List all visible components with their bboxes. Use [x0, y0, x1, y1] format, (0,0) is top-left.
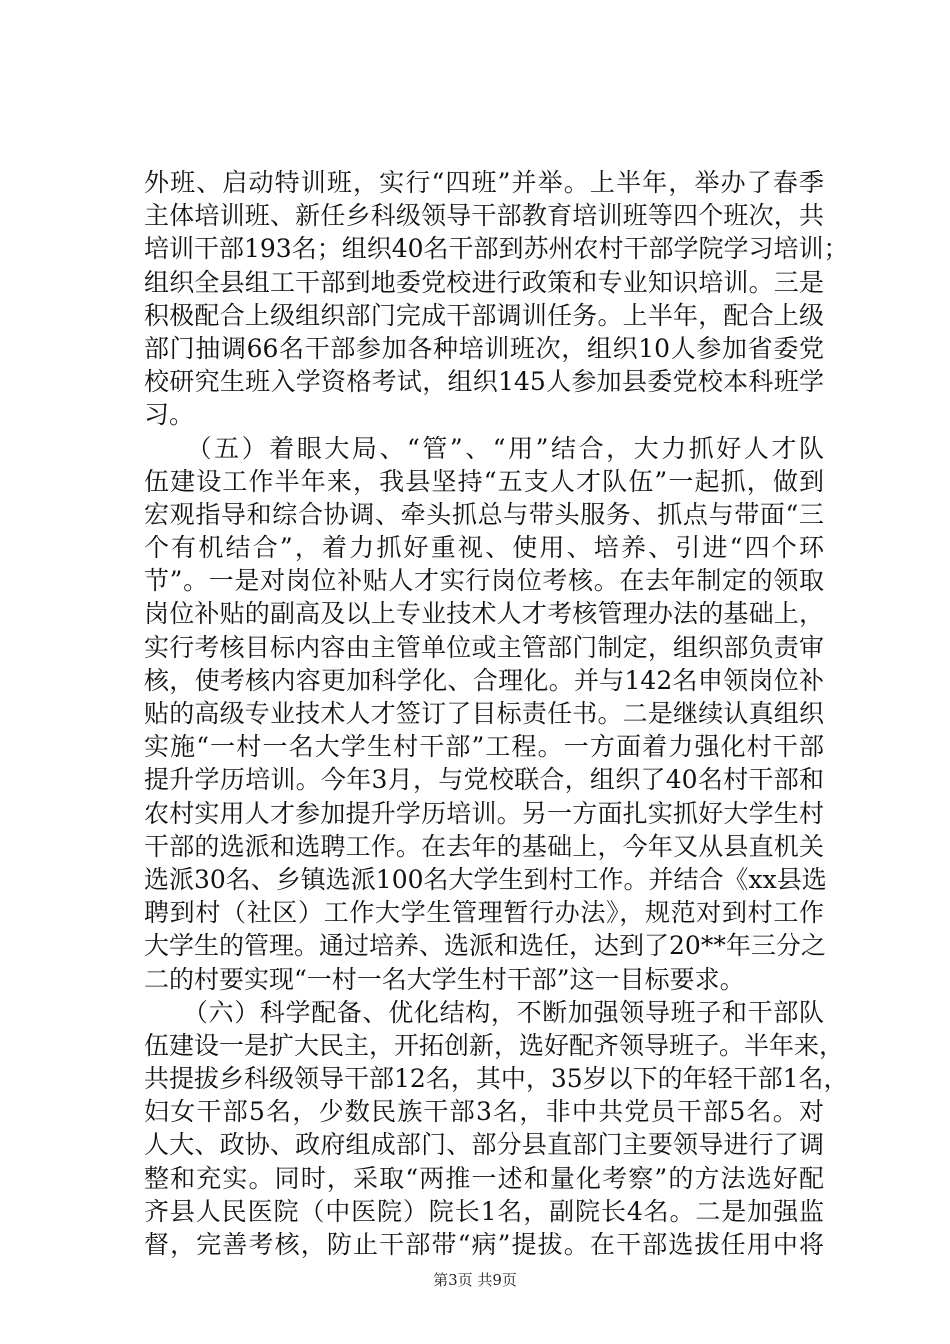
- text-line: 主体培训班、新任乡科级领导干部教育培训班等四个班次，共: [144, 201, 824, 231]
- text-line: 提升学历培训。今年3月，与党校联合，组织了40名村干部和: [144, 765, 824, 795]
- text-line: 岗位补贴的副高及以上专业技术人才考核管理办法的基础上，: [144, 599, 824, 629]
- text-line: 伍建设一是扩大民主，开拓创新，选好配齐领导班子。半年来，: [144, 1030, 845, 1060]
- text-line: 聘到村（社区）工作大学生管理暂行办法》，规范对到村工作: [144, 898, 824, 928]
- page-footer: 第3页 共9页: [433, 1271, 517, 1289]
- text-line: 二的村要实现“一村一名大学生村干部”这一目标要求。: [144, 964, 745, 994]
- text-line: 宏观指导和综合协调、牵头抓总与带头服务、抓点与带面“三: [144, 499, 824, 529]
- text-line: 妇女干部5名，少数民族干部3名，非中共党员干部5名。对: [144, 1097, 824, 1127]
- text-line: （六）科学配备、优化结构，不断加强领导班子和干部队: [144, 997, 824, 1027]
- text-line: 齐县人民医院（中医院）院长1名，副院长4名。二是加强监: [144, 1196, 824, 1226]
- text-line: 组织全县组工干部到地委党校进行政策和专业知识培训。三是: [144, 267, 824, 297]
- text-line: 选派30名、乡镇选派100名大学生到村工作。并结合《xx县选: [144, 864, 827, 894]
- text-line: 实施“一村一名大学生村干部”工程。一方面着力强化村干部: [144, 732, 824, 762]
- text-line: 核，使考核内容更加科学化、合理化。并与142名申领岗位补: [144, 665, 824, 695]
- text-line: 实行考核目标内容由主管单位或主管部门制定，组织部负责审: [144, 632, 824, 662]
- text-line: 共提拔乡科级领导干部12名，其中，35岁以下的年轻干部1名，: [144, 1064, 849, 1094]
- document-body: [144, 166, 849, 1261]
- text-line: 校研究生班入学资格考试，组织145人参加县委党校本科班学: [144, 367, 824, 397]
- text-line: 个有机结合”，着力抓好重视、使用、培养、引进“四个环: [144, 533, 824, 563]
- text-line: 干部的选派和选聘工作。在去年的基础上，今年又从县直机关: [144, 831, 824, 861]
- text-line: 农村实用人才参加提升学历培训。另一方面扎实抓好大学生村: [144, 798, 824, 828]
- text-line: 伍建设工作半年来，我县坚持“五支人才队伍”一起抓，做到: [144, 466, 824, 496]
- text-line: 贴的高级专业技术人才签订了目标责任书。二是继续认真组织: [144, 699, 824, 728]
- text-line: 习。: [144, 400, 195, 430]
- text-line: 整和充实。同时，采取“两推一述和量化考察”的方法选好配: [144, 1163, 824, 1193]
- text-line: 积极配合上级组织部门完成干部调训任务。上半年，配合上级: [144, 300, 824, 330]
- text-line: 节”。一是对岗位补贴人才实行岗位考核。在去年制定的领取: [144, 566, 824, 596]
- text-line: 部门抽调66名干部参加各种培训班次，组织10人参加省委党: [144, 333, 824, 363]
- text-line: 培训干部193名；组织40名干部到苏州农村干部学院学习培训；: [144, 234, 849, 264]
- text-line: 督，完善考核，防止干部带“病”提拔。在干部选拔任用中将: [144, 1230, 824, 1259]
- text-line: （五）着眼大局、“管”、“用”结合，大力抓好人才队: [144, 433, 824, 463]
- text-line: 大学生的管理。通过培养、选派和选任，达到了20**年三分之: [144, 931, 826, 961]
- text-line: 人大、政协、政府组成部门、部分县直部门主要领导进行了调: [144, 1130, 824, 1160]
- text-line: 外班、启动特训班，实行“四班”并举。上半年，举办了春季: [144, 168, 824, 197]
